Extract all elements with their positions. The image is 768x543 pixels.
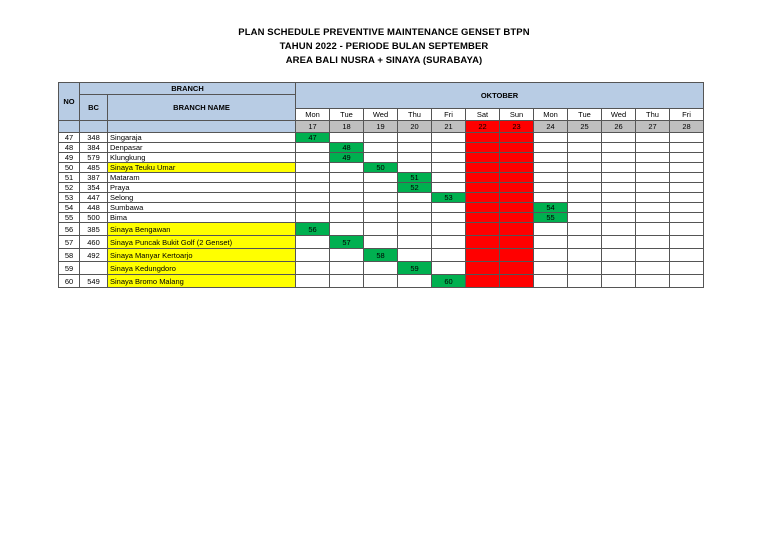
- schedule-cell: [534, 262, 568, 275]
- day-number-27: 27: [636, 121, 670, 133]
- row-bc: 448: [80, 203, 108, 213]
- row-bc: 384: [80, 143, 108, 153]
- row-branch-name: Sinaya Bromo Malang: [108, 275, 296, 288]
- row-bc: 348: [80, 133, 108, 143]
- table-row: [59, 193, 704, 203]
- schedule-cell: [636, 163, 670, 173]
- schedule-cell: [534, 133, 568, 143]
- schedule-cell: [296, 213, 330, 223]
- schedule-cell: [364, 183, 398, 193]
- schedule-cell: [466, 236, 500, 249]
- schedule-cell: [568, 236, 602, 249]
- row-no: 50: [59, 163, 80, 173]
- schedule-cell: [364, 193, 398, 203]
- day-name-21: Fri: [432, 109, 466, 121]
- schedule-cell: [466, 203, 500, 213]
- schedule-cell: [364, 236, 398, 249]
- schedule-cell: [432, 143, 466, 153]
- header-spacer: [80, 121, 108, 133]
- schedule-cell: [296, 163, 330, 173]
- schedule-cell: [568, 183, 602, 193]
- schedule-cell: [568, 163, 602, 173]
- row-branch-name: Sinaya Puncak Bukit Golf (2 Genset): [108, 236, 296, 249]
- schedule-cell: [330, 249, 364, 262]
- scheduled-marker: 51: [398, 173, 432, 183]
- schedule-cell: [602, 183, 636, 193]
- schedule-cell: [466, 163, 500, 173]
- day-name-25: Tue: [568, 109, 602, 121]
- row-bc: 485: [80, 163, 108, 173]
- day-name-19: Wed: [364, 109, 398, 121]
- schedule-cell: [670, 203, 704, 213]
- schedule-cell: [568, 249, 602, 262]
- schedule-cell: [568, 173, 602, 183]
- row-no: 58: [59, 249, 80, 262]
- schedule-cell: [466, 173, 500, 183]
- schedule-cell: [670, 236, 704, 249]
- schedule-cell: [670, 262, 704, 275]
- day-number-20: 20: [398, 121, 432, 133]
- day-number-26: 26: [602, 121, 636, 133]
- schedule-cell: [602, 223, 636, 236]
- schedule-cell: [432, 173, 466, 183]
- schedule-cell: [602, 275, 636, 288]
- header-no: NO: [59, 83, 80, 121]
- row-branch-name: Sinaya Manyar Kertoarjo: [108, 249, 296, 262]
- table-row: [59, 153, 704, 163]
- header-branch: BRANCH: [80, 83, 296, 95]
- row-no: 57: [59, 236, 80, 249]
- schedule-cell: [466, 249, 500, 262]
- day-number-22: 22: [466, 121, 500, 133]
- schedule-cell: [602, 173, 636, 183]
- day-number-24: 24: [534, 121, 568, 133]
- row-bc: 387: [80, 173, 108, 183]
- schedule-cell: [466, 193, 500, 203]
- table-row: [59, 236, 704, 249]
- schedule-cell: [500, 153, 534, 163]
- day-number-28: 28: [670, 121, 704, 133]
- schedule-cell: [636, 213, 670, 223]
- row-branch-name: Sinaya Kedungdoro: [108, 262, 296, 275]
- schedule-cell: [602, 133, 636, 143]
- schedule-cell: [364, 275, 398, 288]
- schedule-cell: [568, 133, 602, 143]
- schedule-cell: [636, 153, 670, 163]
- schedule-cell: [500, 133, 534, 143]
- schedule-cell: [432, 262, 466, 275]
- schedule-cell: [296, 173, 330, 183]
- schedule-cell: [330, 213, 364, 223]
- row-no: 49: [59, 153, 80, 163]
- schedule-cell: [296, 183, 330, 193]
- schedule-cell: [398, 249, 432, 262]
- schedule-cell: [602, 153, 636, 163]
- schedule-cell: [432, 203, 466, 213]
- title-line-3: AREA BALI NUSRA + SINAYA (SURABAYA): [285, 55, 483, 66]
- table-row: [59, 173, 704, 183]
- schedule-cell: [602, 236, 636, 249]
- scheduled-marker: 55: [534, 213, 568, 223]
- schedule-cell: [330, 183, 364, 193]
- schedule-cell: [432, 183, 466, 193]
- header-month: OKTOBER: [296, 83, 704, 109]
- header-spacer: [59, 121, 80, 133]
- schedule-cell: [602, 262, 636, 275]
- day-number-19: 19: [364, 121, 398, 133]
- schedule-cell: [364, 213, 398, 223]
- report-title: [0, 26, 768, 68]
- schedule-cell: [568, 203, 602, 213]
- schedule-cell: [500, 262, 534, 275]
- schedule-cell: [568, 275, 602, 288]
- row-bc: 460: [80, 236, 108, 249]
- row-branch-name: Sinaya Bengawan: [108, 223, 296, 236]
- schedule-cell: [500, 249, 534, 262]
- schedule-cell: [432, 133, 466, 143]
- schedule-cell: [432, 249, 466, 262]
- title-line-2: TAHUN 2022 - PERIODE BULAN SEPTEMBER: [279, 41, 489, 52]
- schedule-cell: [466, 275, 500, 288]
- row-branch-name: Klungkung: [108, 153, 296, 163]
- schedule-cell: [296, 249, 330, 262]
- day-number-23: 23: [500, 121, 534, 133]
- schedule-cell: [296, 193, 330, 203]
- schedule-cell: [330, 163, 364, 173]
- schedule-cell: [432, 223, 466, 236]
- day-name-24: Mon: [534, 109, 568, 121]
- row-no: 54: [59, 203, 80, 213]
- schedule-cell: [568, 193, 602, 203]
- day-name-23: Sun: [500, 109, 534, 121]
- row-bc: 579: [80, 153, 108, 163]
- schedule-cell: [602, 163, 636, 173]
- scheduled-marker: 54: [534, 203, 568, 213]
- schedule-cell: [466, 262, 500, 275]
- title-line-1: PLAN SCHEDULE PREVENTIVE MAINTENANCE GENSET BTPN: [238, 27, 530, 38]
- schedule-cell: [670, 173, 704, 183]
- schedule-cell: [670, 163, 704, 173]
- scheduled-marker: 49: [330, 153, 364, 163]
- table-row: [59, 249, 704, 262]
- scheduled-marker: 53: [432, 193, 466, 203]
- schedule-cell: [398, 163, 432, 173]
- schedule-cell: [500, 163, 534, 173]
- row-branch-name: Praya: [108, 183, 296, 193]
- schedule-cell: [364, 173, 398, 183]
- row-no: 47: [59, 133, 80, 143]
- row-bc: 385: [80, 223, 108, 236]
- schedule-cell: [500, 183, 534, 193]
- schedule-cell: [534, 193, 568, 203]
- schedule-cell: [330, 223, 364, 236]
- schedule-cell: [602, 193, 636, 203]
- schedule-cell: [636, 223, 670, 236]
- scheduled-marker: 56: [296, 223, 330, 236]
- schedule-cell: [534, 249, 568, 262]
- day-name-28: Fri: [670, 109, 704, 121]
- schedule-cell: [364, 143, 398, 153]
- schedule-cell: [330, 262, 364, 275]
- schedule-cell: [432, 236, 466, 249]
- schedule-cell: [398, 236, 432, 249]
- row-no: 48: [59, 143, 80, 153]
- schedule-cell: [466, 213, 500, 223]
- header-bc: BC: [80, 95, 108, 121]
- schedule-table: [58, 82, 704, 288]
- schedule-cell: [398, 213, 432, 223]
- row-bc: [80, 262, 108, 275]
- row-no: 56: [59, 223, 80, 236]
- schedule-cell: [670, 143, 704, 153]
- day-number-18: 18: [330, 121, 364, 133]
- schedule-cell: [466, 183, 500, 193]
- row-bc: 492: [80, 249, 108, 262]
- schedule-cell: [670, 223, 704, 236]
- schedule-cell: [330, 193, 364, 203]
- schedule-cell: [398, 223, 432, 236]
- row-branch-name: Bima: [108, 213, 296, 223]
- schedule-cell: [398, 275, 432, 288]
- schedule-cell: [636, 133, 670, 143]
- row-bc: 549: [80, 275, 108, 288]
- schedule-cell: [602, 143, 636, 153]
- row-bc: 500: [80, 213, 108, 223]
- day-name-27: Thu: [636, 109, 670, 121]
- schedule-cell: [398, 133, 432, 143]
- schedule-cell: [432, 163, 466, 173]
- row-bc: 447: [80, 193, 108, 203]
- row-no: 53: [59, 193, 80, 203]
- schedule-cell: [466, 133, 500, 143]
- day-number-25: 25: [568, 121, 602, 133]
- day-number-21: 21: [432, 121, 466, 133]
- schedule-cell: [568, 213, 602, 223]
- schedule-cell: [670, 193, 704, 203]
- row-bc: 354: [80, 183, 108, 193]
- schedule-cell: [398, 203, 432, 213]
- table-row: [59, 163, 704, 173]
- day-name-20: Thu: [398, 109, 432, 121]
- day-name-26: Wed: [602, 109, 636, 121]
- scheduled-marker: 59: [398, 262, 432, 275]
- schedule-cell: [398, 153, 432, 163]
- schedule-cell: [636, 143, 670, 153]
- schedule-cell: [534, 153, 568, 163]
- table-row: [59, 203, 704, 213]
- schedule-cell: [296, 143, 330, 153]
- row-branch-name: Singaraja: [108, 133, 296, 143]
- schedule-cell: [500, 236, 534, 249]
- schedule-cell: [296, 262, 330, 275]
- scheduled-marker: 48: [330, 143, 364, 153]
- schedule-cell: [398, 143, 432, 153]
- table-row: [59, 213, 704, 223]
- schedule-cell: [432, 213, 466, 223]
- schedule-cell: [636, 193, 670, 203]
- schedule-cell: [500, 143, 534, 153]
- scheduled-marker: 52: [398, 183, 432, 193]
- schedule-cell: [602, 249, 636, 262]
- day-name-17: Mon: [296, 109, 330, 121]
- schedule-cell: [500, 203, 534, 213]
- schedule-cell: [534, 163, 568, 173]
- schedule-cell: [670, 249, 704, 262]
- schedule-cell: [568, 262, 602, 275]
- table-row: [59, 262, 704, 275]
- schedule-cell: [534, 173, 568, 183]
- day-name-18: Tue: [330, 109, 364, 121]
- schedule-cell: [568, 153, 602, 163]
- schedule-cell: [636, 183, 670, 193]
- schedule-cell: [568, 143, 602, 153]
- row-branch-name: Mataram: [108, 173, 296, 183]
- header-spacer: [108, 121, 296, 133]
- schedule-cell: [500, 193, 534, 203]
- schedule-cell: [670, 275, 704, 288]
- schedule-cell: [636, 249, 670, 262]
- schedule-cell: [534, 275, 568, 288]
- scheduled-marker: 47: [296, 133, 330, 143]
- schedule-cell: [534, 143, 568, 153]
- schedule-cell: [398, 193, 432, 203]
- table-row: [59, 143, 704, 153]
- schedule-cell: [364, 203, 398, 213]
- schedule-cell: [466, 153, 500, 163]
- scheduled-marker: 50: [364, 163, 398, 173]
- schedule-cell: [636, 236, 670, 249]
- row-no: 51: [59, 173, 80, 183]
- table-row: [59, 275, 704, 288]
- schedule-cell: [602, 213, 636, 223]
- schedule-cell: [500, 213, 534, 223]
- day-number-17: 17: [296, 121, 330, 133]
- schedule-cell: [330, 275, 364, 288]
- row-no: 55: [59, 213, 80, 223]
- schedule-cell: [534, 223, 568, 236]
- schedule-cell: [636, 262, 670, 275]
- schedule-cell: [670, 183, 704, 193]
- scheduled-marker: 58: [364, 249, 398, 262]
- schedule-cell: [296, 153, 330, 163]
- schedule-cell: [602, 203, 636, 213]
- schedule-cell: [296, 236, 330, 249]
- schedule-cell: [500, 173, 534, 183]
- schedule-cell: [636, 173, 670, 183]
- schedule-cell: [330, 203, 364, 213]
- row-branch-name: Sumbawa: [108, 203, 296, 213]
- table-row: [59, 183, 704, 193]
- schedule-cell: [534, 236, 568, 249]
- row-no: 60: [59, 275, 80, 288]
- schedule-cell: [500, 223, 534, 236]
- schedule-cell: [670, 213, 704, 223]
- schedule-cell: [330, 133, 364, 143]
- schedule-cell: [364, 223, 398, 236]
- row-branch-name: Selong: [108, 193, 296, 203]
- scheduled-marker: 60: [432, 275, 466, 288]
- schedule-cell: [330, 173, 364, 183]
- schedule-cell: [568, 223, 602, 236]
- row-no: 52: [59, 183, 80, 193]
- schedule-cell: [296, 275, 330, 288]
- schedule-cell: [466, 223, 500, 236]
- table-row: [59, 133, 704, 143]
- schedule-cell: [466, 143, 500, 153]
- day-name-22: Sat: [466, 109, 500, 121]
- row-branch-name: Denpasar: [108, 143, 296, 153]
- schedule-cell: [364, 262, 398, 275]
- header-branch-name: BRANCH NAME: [108, 95, 296, 121]
- row-no: 59: [59, 262, 80, 275]
- schedule-cell: [636, 203, 670, 213]
- schedule-cell: [364, 153, 398, 163]
- schedule-cell: [500, 275, 534, 288]
- row-branch-name: Sinaya Teuku Umar: [108, 163, 296, 173]
- schedule-cell: [636, 275, 670, 288]
- schedule-cell: [670, 153, 704, 163]
- table-row: [59, 223, 704, 236]
- schedule-cell: [364, 133, 398, 143]
- schedule-cell: [670, 133, 704, 143]
- scheduled-marker: 57: [330, 236, 364, 249]
- schedule-cell: [296, 203, 330, 213]
- schedule-cell: [432, 153, 466, 163]
- schedule-cell: [534, 183, 568, 193]
